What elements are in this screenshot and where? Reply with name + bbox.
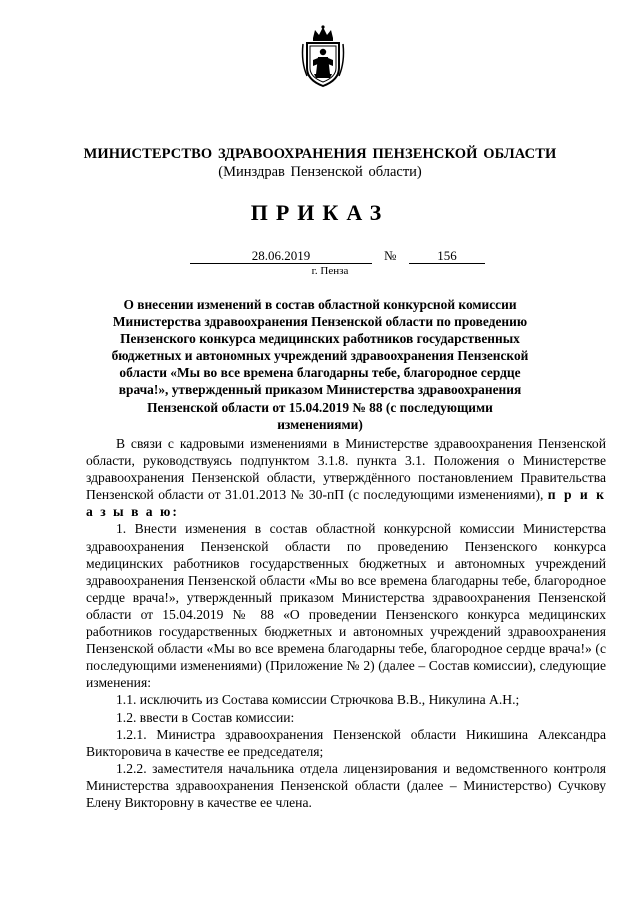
item-1-1: 1.1. исключить из Состава комиссии Стрючкова В.В., Никулина А.Н.; — [116, 692, 520, 708]
coat-of-arms-emblem — [299, 24, 347, 88]
order-subject: О внесении изменений в состав областной конкурсной комиссии Министерства здравоохранения Пензенской области по проведению Пензенского конкурса медицинских работников государственных бюджетных и автономных учреждений здравоохранения Пензенской области «Мы во все времена благодарны тебе, благородное сердце врача!», утвержденный приказом Министерства здравоохранения Пензенской области от 15.04.2019 № 88 (с последующими изменениями) — [111, 297, 529, 432]
order-date: 28.06.2019 — [190, 248, 372, 264]
order-number: 156 — [409, 248, 485, 264]
order-body — [86, 435, 606, 811]
item-1-2-1: 1.2.1. Министра здравоохранения Пензенской области Никишина Александра Викторовича в качестве ее председателя; — [86, 726, 606, 759]
item-1-2-2: 1.2.2. заместителя начальника отдела лицензирования и ведомственного контроля Министерства здравоохранения Пензенской области (далее – Министерство) Сучкову Елену Викторовну в качестве ее члена. — [86, 760, 606, 810]
ministry-short-name: (Минздрав Пензенской области) — [218, 164, 422, 180]
document-type-title: ПРИКАЗ — [250, 200, 390, 225]
item-1: 1. Внести изменения в состав областной конкурсной комиссии Министерства здравоохранения Пензенской области по проведению Пензенского конкурса медицинских работников государственных бюджетных и автономных учреждений здравоохранения Пензенской области «Мы во все времена благодарны тебе, благородное сердце врача!», утвержденный приказом Министерства здравоохранения Пензенской области от 15.04.2019 № 88 «О проведении Пензенского конкурса медицинских работников государственных бюджетных и автономных учреждений здравоохранения Пензенской области «Мы во все времена благодарны тебе, благородное сердце врача!» (с последующими изменениями) (Приложение № 2) (далее – Состав комиссии), следующие изменения: — [86, 521, 606, 691]
preamble-text: В связи с кадровыми изменениями в Министерстве здравоохранения Пензенской области, руководствуясь подпунктом 3.1.8. пункта 3.1. Положения о Министерстве здравоохранения Пензенской области, утверждённого постановлением Правительства Пензенской области от 31.01.2013 № 30-пП (с последующими изменениями), — [86, 436, 606, 503]
item-1-2: 1.2. ввести в Состав комиссии: — [116, 709, 295, 725]
number-sign: № — [384, 248, 397, 263]
order-city: г. Пенза — [311, 265, 349, 277]
order-word: п р и к а з ы в а ю: — [86, 487, 606, 520]
preamble-paragraph — [86, 435, 606, 520]
ministry-name: МИНИСТЕРСТВО ЗДРАВООХРАНЕНИЯ ПЕНЗЕНСКОЙ ОБЛАСТИ — [83, 146, 557, 162]
